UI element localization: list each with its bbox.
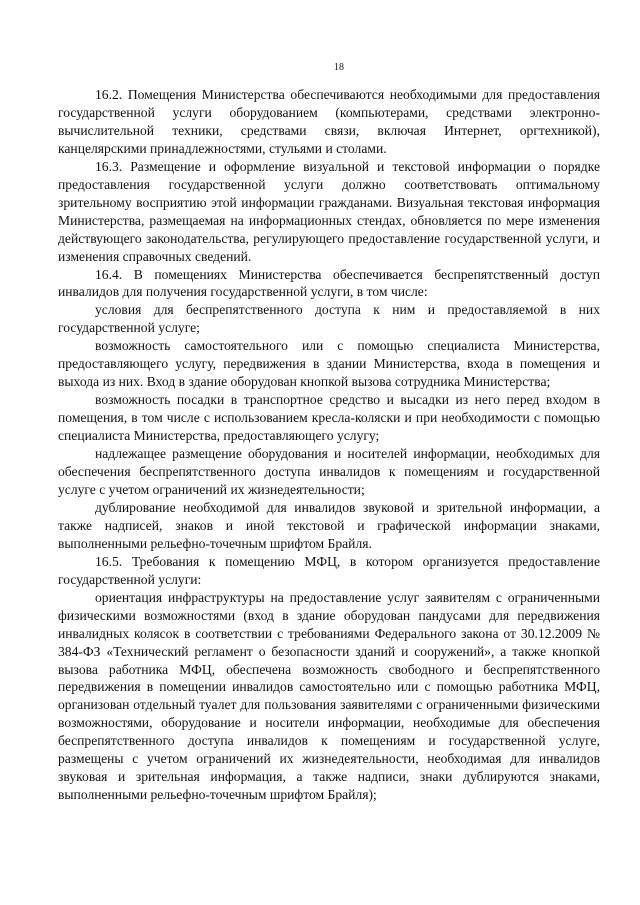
page-number: 18 xyxy=(334,62,344,73)
paragraph-16-4-item-equipment-placement: надлежащее размещение оборудования и носителей информации, необходимых для обеспечения беспрепятственного доступа инвалидов к помещениям и государственной услуге с учетом ограничений их жизнедеятельности; xyxy=(58,446,600,497)
paragraph-16-4-item-braille-duplication: дублирование необходимой для инвалидов звуковой и зрительной информации, а также надписей, знаков и иной текстовой и графической информации знаками, выполненными рельефно-точечным шрифтом Брайля. xyxy=(58,499,600,551)
paragraph-16-2: 16.2. Помещения Министерства обеспечиваются необходимыми для предоставления государственной услуги оборудованием (компьютерами, средствами электронно-вычислительной техники, средствами связи, включая Интернет, оргтехникой), канцелярскими принадлежностями, стульями и столами. xyxy=(58,87,600,156)
paragraph-16-4: 16.4. В помещениях Министерства обеспечивается беспрепятственный доступ инвалидов для получения государственной услуги, в том числе: xyxy=(58,266,600,300)
paragraph-16-3: 16.3. Размещение и оформление визуальной и текстовой информации о порядке предоставления государственной услуги должно соответствовать оптимальному зрительному восприятию этой информации гражданами. Визуальная текстовая информация Министерства, размещаемая на информационных стендах, обновляется по мере изменения действующего законодательства, регулирующего предоставление государственной услуги, и изменения справочных сведений. xyxy=(58,158,600,264)
paragraph-16-5-item-infrastructure: ориентация инфраструктуры на предоставление услуг заявителям с ограниченными физическими возможностями (вход в здание оборудован пандусами для передвижения инвалидных колясок в соответствии с требованиями Федерального закона от 30.12.2009 № 384-ФЗ «Технический регламент о безопасности зданий и сооружений», а также кнопкой вызова работника МФЦ, обеспечена возможность свободного и беспрепятственного передвижения в помещении инвалидов самостоятельно или с помощью работника МФЦ, организован отдельный туалет для пользования заявителями с ограниченными физическими возможностями, оборудование и носители информации, необходимые для обеспечения беспрепятственного доступа инвалидов к помещениям и государственной услуге, размещены с учетом ограничений их жизнедеятельности, необходимая для инвалидов звуковая и зрительная информация, а также надписи, знаки дублируются знаками, выполненными рельефно-точечным шрифтом Брайля); xyxy=(58,589,600,803)
paragraph-16-5: 16.5. Требования к помещению МФЦ, в котором организуется предоставление государственной услуги: xyxy=(58,553,600,587)
paragraph-16-4-item-transport: возможность посадки в транспортное средство и высадки из него перед входом в помещения, в том числе с использованием кресла-коляски и при необходимости с помощью специалиста Министерства, предоставляющего услугу; xyxy=(58,392,600,444)
paragraph-16-4-item-access-conditions: условия для беспрепятственного доступа к ним и предоставляемой в них государственной услуге; xyxy=(58,302,600,336)
paragraph-16-4-item-movement: возможность самостоятельного или с помощью специалиста Министерства, предоставляющего услугу, передвижения в здании Министерства, входа в помещения и выхода из них. Вход в здание оборудован кнопкой вызова сотрудника Министерства; xyxy=(58,338,600,390)
